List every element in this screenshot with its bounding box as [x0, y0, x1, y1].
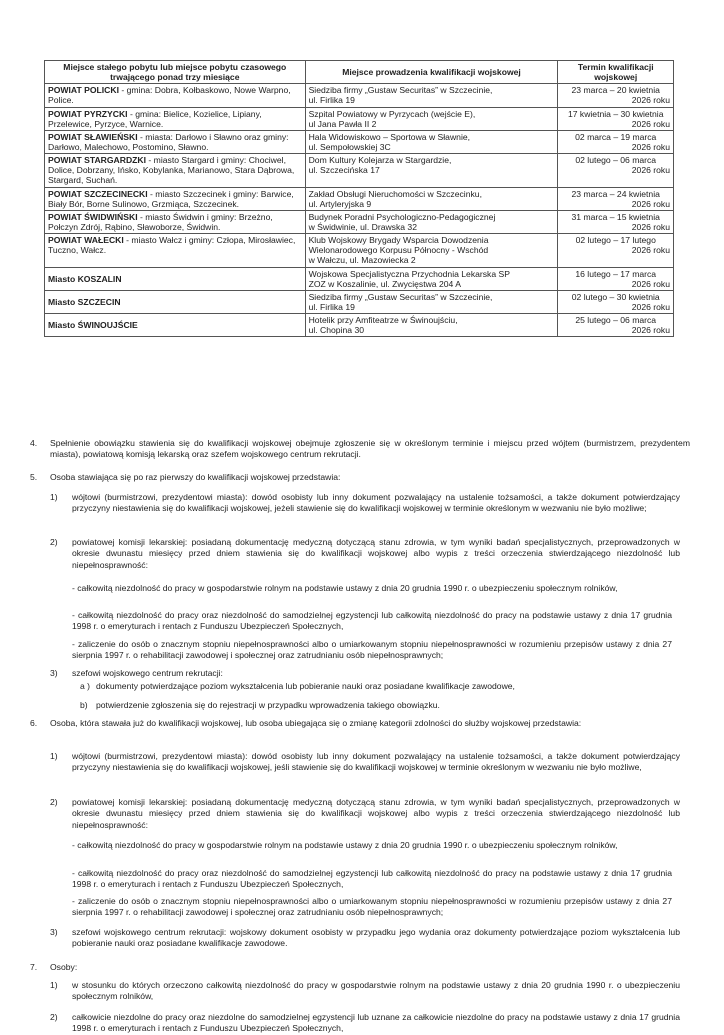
- table-header-row: [45, 61, 674, 84]
- location-line: Wielonarodowego Korpusu Północny - Wschód: [308, 245, 489, 256]
- location-line: w Świdwinie, ul. Drawska 32: [308, 221, 417, 232]
- qualification-table: [44, 60, 674, 337]
- location-line: ul. Chopina 30: [308, 325, 365, 336]
- residence-cell: [45, 84, 306, 107]
- p6-item-2: [50, 797, 680, 831]
- term-cell: [558, 290, 674, 313]
- term-line: 25 lutego – 06 marca: [575, 315, 657, 326]
- location-line: ul. Artyleryjska 9: [308, 198, 372, 209]
- location-cell: [305, 290, 558, 313]
- term-line: 02 lutego – 17 lutego: [575, 235, 656, 246]
- term-line: 2026 roku: [631, 118, 670, 129]
- item-text: wójtowi (burmistrzowi, prezydentowi miasta): dowód osobisty lub inny dokument pozwalający na ustalenie tożsamości, a także dokument potwierdzający przyczyny niestawienia się do kwalifikacji wojskowej, jeśli stawienie się do kwalifikacji wojskowej w terminie określonym w wezwaniu nie było możliwe,: [72, 751, 680, 773]
- residence-cell: [45, 187, 306, 210]
- p5-dash-2: - całkowitą niezdolność do pracy oraz niezdolność do samodzielnej egzystencji lub całkowitą niezdolność do pracy na podstawie ustawy z dnia 17 grudnia 1998 r. o emeryturach i rentach z Funduszu Ubezpieczeń Społecznych,: [72, 610, 672, 632]
- term-line: 02 marca – 19 marca: [575, 131, 657, 142]
- residence-cell: [45, 314, 306, 337]
- p6-dash-3: - zaliczenie do osób o znacznym stopniu niepełnosprawności albo o umiarkowanym stopniu niepełnosprawności w rozumieniu przepisów ustawy z dnia 27 sierpnia 1997 r. o rehabilitacji zawodowej i społecznej oraz zatrudnianiu osób niepełnosprawnych;: [72, 896, 672, 918]
- table-row: [45, 267, 674, 290]
- term-line: 2026 roku: [631, 245, 670, 256]
- location-line: Siedziba firmy „Gustaw Securitas” w Szczecinie,: [308, 85, 493, 96]
- residence-cell: [45, 107, 306, 130]
- paragraph-text: Osoba stawiająca się po raz pierwszy do kwalifikacji wojskowej przedstawia:: [50, 472, 341, 482]
- term-line: 2026 roku: [631, 141, 670, 152]
- paragraph-7: [30, 962, 690, 973]
- term-line: 2026 roku: [631, 301, 670, 312]
- term-cell: [558, 84, 674, 107]
- location-line: Siedziba firmy „Gustaw Securitas” w Szczecinie,: [308, 291, 493, 302]
- location-line: Zakład Obsługi Nieruchomości w Szczecinku,: [308, 188, 482, 199]
- district-name: POWIAT POLICKI: [48, 85, 119, 96]
- term-cell: [558, 267, 674, 290]
- term-line: 2026 roku: [631, 278, 670, 289]
- term-line: 2026 roku: [631, 95, 670, 106]
- item-number: a ): [80, 681, 91, 691]
- item-text: potwierdzenie zgłoszenia się do rejestracji w przypadku wprowadzenia takiego obowiązku.: [96, 700, 440, 710]
- residence-cell: [45, 290, 306, 313]
- p7-item-2: [50, 1012, 680, 1035]
- location-line: Hotelik przy Amfiteatrze w Świnoujściu,: [308, 315, 458, 326]
- location-cell: [305, 314, 558, 337]
- p5-item-3b: [80, 700, 670, 711]
- table-row: [45, 210, 674, 233]
- item-text: dokumenty potwierdzające poziom wykształcenia lub pobieranie nauki oraz posiadane kwalifikacje zawodowe,: [96, 681, 515, 691]
- term-line: 16 lutego – 17 marca: [575, 268, 657, 279]
- p6-dash-2: - całkowitą niezdolność do pracy oraz niezdolność do samodzielnej egzystencji lub całkowitą niezdolność do pracy na podstawie ustawy z dnia 17 grudnia 1998 r. o emeryturach i rentach z Funduszu Ubezpieczeń Społecznych,: [72, 868, 672, 890]
- item-number: 1): [50, 980, 58, 990]
- term-line: 02 lutego – 30 kwietnia: [571, 291, 660, 302]
- location-line: Dom Kultury Kolejarza w Stargardzie,: [308, 155, 452, 166]
- p6-item-1: [50, 751, 680, 774]
- district-communes: - gmina: Bielice, Kozielice, Lipiany, Przelewice, Pyrzyce, Warnice.: [48, 108, 262, 129]
- district-name: Miasto SZCZECIN: [48, 296, 121, 307]
- paragraph-number: 7.: [30, 962, 38, 972]
- location-line: ZOZ w Koszalinie, ul. Zwycięstwa 204 A: [308, 278, 461, 289]
- district-name: POWIAT SŁAWIEŃSKI: [48, 131, 138, 142]
- term-line: 02 lutego – 06 marca: [575, 155, 657, 166]
- paragraph-4: [30, 438, 690, 461]
- term-line: 17 kwietnia – 30 kwietnia: [567, 108, 664, 119]
- district-name: Miasto KOSZALIN: [48, 273, 122, 284]
- term-cell: [558, 314, 674, 337]
- location-line: ul. Firlika 19: [308, 95, 355, 106]
- term-cell: [558, 187, 674, 210]
- term-cell: [558, 234, 674, 267]
- district-name: POWIAT PYRZYCKI: [48, 108, 128, 119]
- p5-item-3a: [80, 681, 670, 692]
- p5-dash-3: - zaliczenie do osób o znacznym stopniu niepełnosprawności albo o umiarkowanym stopniu niepełnosprawności w rozumieniu przepisów ustawy z dnia 27 sierpnia 1997 r. o rehabilitacji zawodowej i społecznej oraz zatrudnianiu osób niepełnosprawnych;: [72, 639, 672, 661]
- term-line: 2026 roku: [631, 221, 670, 232]
- paragraph-6: [30, 718, 690, 729]
- item-number: 3): [50, 668, 58, 678]
- p5-dash-1: - całkowitą niezdolność do pracy w gospodarstwie rolnym na podstawie ustawy z dnia 20 grudnia 1990 r. o ubezpieczeniu społecznym rolników,: [72, 583, 618, 593]
- residence-cell: [45, 130, 306, 153]
- header-term: Termin kwalifikacji wojskowej: [558, 61, 674, 84]
- table-row: [45, 290, 674, 313]
- term-line: 23 marca – 24 kwietnia: [571, 188, 660, 199]
- location-cell: [305, 84, 558, 107]
- term-cell: [558, 130, 674, 153]
- location-line: ul. Sempołowskiej 3C: [308, 141, 391, 152]
- table-row: [45, 314, 674, 337]
- table-row: [45, 154, 674, 187]
- paragraph-text: Osoba, która stawała już do kwalifikacji wojskowej, lub osoba ubiegająca się o zmianę kategorii zdolności do służby wojskowej przedstawia:: [50, 718, 582, 728]
- term-cell: [558, 154, 674, 187]
- location-line: Hala Widowiskowo – Sportowa w Sławnie,: [308, 131, 471, 142]
- location-cell: [305, 107, 558, 130]
- header-location: Miejsce prowadzenia kwalifikacji wojskowej: [305, 61, 558, 84]
- table-row: [45, 234, 674, 267]
- item-number: 1): [50, 751, 58, 761]
- item-text: szefowi wojskowego centrum rekrutacji: wojskowy dokument osobisty w przypadku jego wydania oraz dokumenty potwierdzające poziom wykształcenia lub pobieranie nauki oraz posiadane kwalifikacje zawodowe.: [72, 927, 680, 949]
- district-communes: - gmina: Dobra, Kołbaskowo, Nowe Warpno, Police.: [48, 85, 291, 106]
- p5-item-1: [50, 492, 680, 515]
- term-line: 23 marca – 20 kwietnia: [571, 85, 660, 96]
- location-line: Wojskowa Specjalistyczna Przychodnia Lekarska SP: [308, 268, 510, 279]
- district-name: POWIAT WAŁECKI: [48, 235, 124, 246]
- p6-item-3: [50, 927, 680, 950]
- item-text: w stosunku do których orzeczono całkowitą niezdolność do pracy w gospodarstwie rolnym na podstawie ustawy z dnia 20 grudnia 1990 r. o ubezpieczeniu społecznym rolników,: [72, 980, 680, 1002]
- residence-cell: [45, 210, 306, 233]
- table-row: [45, 187, 674, 210]
- p5-item-3: [50, 668, 680, 679]
- district-name: POWIAT STARGARDZKI: [48, 155, 147, 166]
- district-name: Miasto ŚWINOUJŚCIE: [48, 320, 138, 331]
- item-number: 2): [50, 797, 58, 807]
- p6-dash-1: - całkowitą niezdolność do pracy w gospodarstwie rolnym na podstawie ustawy z dnia 20 grudnia 1990 r. o ubezpieczeniu społecznym rolników,: [72, 840, 618, 850]
- item-number: 2): [50, 537, 58, 547]
- item-text: szefowi wojskowego centrum rekrutacji:: [72, 668, 223, 678]
- paragraph-number: 6.: [30, 718, 38, 728]
- p5-item-2: [50, 537, 680, 571]
- item-text: powiatowej komisji lekarskiej: posiadaną dokumentację medyczną dotyczącą stanu zdrowia, w tym wyniki badań specjalistycznych, przeprowadzonych w okresie dwunastu miesięcy przed dniem stawienia się do kwalifikacji wojskowej albo wypis z treści orzeczenia stwierdzającego niezdolność lub niepełnosprawność:: [72, 537, 680, 570]
- location-line: w Wałczu, ul. Mazowiecka 2: [308, 255, 416, 266]
- location-cell: [305, 154, 558, 187]
- term-line: 31 marca – 15 kwietnia: [571, 211, 660, 222]
- item-text: całkowicie niezdolne do pracy oraz niezdolne do samodzielnej egzystencji lub uznane za całkowicie niezdolne do pracy na podstawie ustawy z dnia 17 grudnia 1998 r. o emeryturach i rentach z Funduszu Ubezpieczeń Społecznych,: [72, 1012, 680, 1034]
- paragraph-number: 4.: [30, 438, 38, 448]
- location-line: Klub Wojskowy Brygady Wsparcia Dowodzenia: [308, 235, 489, 246]
- district-name: POWIAT ŚWIDWIŃSKI: [48, 211, 138, 222]
- district-communes: - miasto Stargard i gminy: Chociwel, Dolice, Dobrzany, Ińsko, Kobylanka, Marianowo, Stara Dąbrowa, Stargard, Suchań.: [48, 155, 295, 186]
- location-cell: [305, 210, 558, 233]
- item-text: powiatowej komisji lekarskiej: posiadaną dokumentację medyczną dotyczącą stanu zdrowia, w tym wyniki badań specjalistycznych, przeprowadzonych w okresie dwunastu miesięcy przed dniem stawienia się do kwalifikacji wojskowej albo wypis z treści orzeczenia stwierdzającego niezdolność lub niepełnosprawność:: [72, 797, 680, 830]
- location-cell: [305, 130, 558, 153]
- district-communes: - miasto Wałcz i gminy: Człopa, Mirosławiec, Tuczno, Wałcz.: [48, 235, 296, 256]
- p7-item-1: [50, 980, 680, 1003]
- paragraph-5: [30, 472, 690, 483]
- location-line: ul. Firlika 19: [308, 301, 355, 312]
- paragraph-text: Spełnienie obowiązku stawienia się do kwalifikacji wojskowej obejmuje zgłoszenie się w określonym terminie i miejscu przed wójtem (burmistrzem, prezydentem miasta), powiatową komisją lekarską oraz szefem wojskowego centrum rekrutacji.: [50, 438, 690, 460]
- table-row: [45, 107, 674, 130]
- paragraph-text: Osoby:: [50, 962, 78, 972]
- location-cell: [305, 187, 558, 210]
- location-line: ul. Szczecińska 17: [308, 165, 380, 176]
- table-body: [45, 84, 674, 337]
- item-number: 2): [50, 1012, 58, 1022]
- residence-cell: [45, 234, 306, 267]
- header-residence: Miejsce stałego pobytu lub miejsce pobytu czasowego trwającego ponad trzy miesiące: [45, 61, 306, 84]
- term-line: 2026 roku: [631, 198, 670, 209]
- item-text: wójtowi (burmistrzowi, prezydentowi miasta): dowód osobisty lub inny dokument pozwalający na ustalenie tożsamości, a także dokument potwierdzający przyczyny niestawienia się do kwalifikacji wojskowej, jeżeli stawienie się do kwalifikacji wojskowej w terminie określonym w wezwaniu nie było możliwe;: [72, 492, 680, 514]
- residence-cell: [45, 154, 306, 187]
- term-cell: [558, 107, 674, 130]
- paragraph-number: 5.: [30, 472, 38, 482]
- district-communes: - miasto Świdwin i gminy: Brzeżno, Połczyn Zdrój, Rąbino, Sławoborze, Świdwin.: [48, 211, 273, 232]
- location-cell: [305, 267, 558, 290]
- item-number: b): [80, 700, 88, 710]
- term-cell: [558, 210, 674, 233]
- table-row: [45, 84, 674, 107]
- district-name: POWIAT SZCZECINECKI: [48, 188, 148, 199]
- item-number: 3): [50, 927, 58, 937]
- location-line: Szpital Powiatowy w Pyrzycach (wejście E),: [308, 108, 476, 119]
- district-communes: - miasto Szczecinek i gminy: Barwice, Biały Bór, Borne Sulinowo, Grzmiąca, Szczecinek.: [48, 188, 294, 209]
- location-line: Budynek Poradni Psychologiczno-Pedagogicznej: [308, 211, 496, 222]
- location-line: ul Jana Pawła II 2: [308, 118, 377, 129]
- district-communes: - miasta: Darłowo i Sławno oraz gminy: Darłowo, Malechowo, Postomino, Sławno.: [48, 131, 289, 152]
- item-number: 1): [50, 492, 58, 502]
- residence-cell: [45, 267, 306, 290]
- location-cell: [305, 234, 558, 267]
- term-line: 2026 roku: [631, 165, 670, 176]
- table-row: [45, 130, 674, 153]
- term-line: 2026 roku: [631, 325, 670, 336]
